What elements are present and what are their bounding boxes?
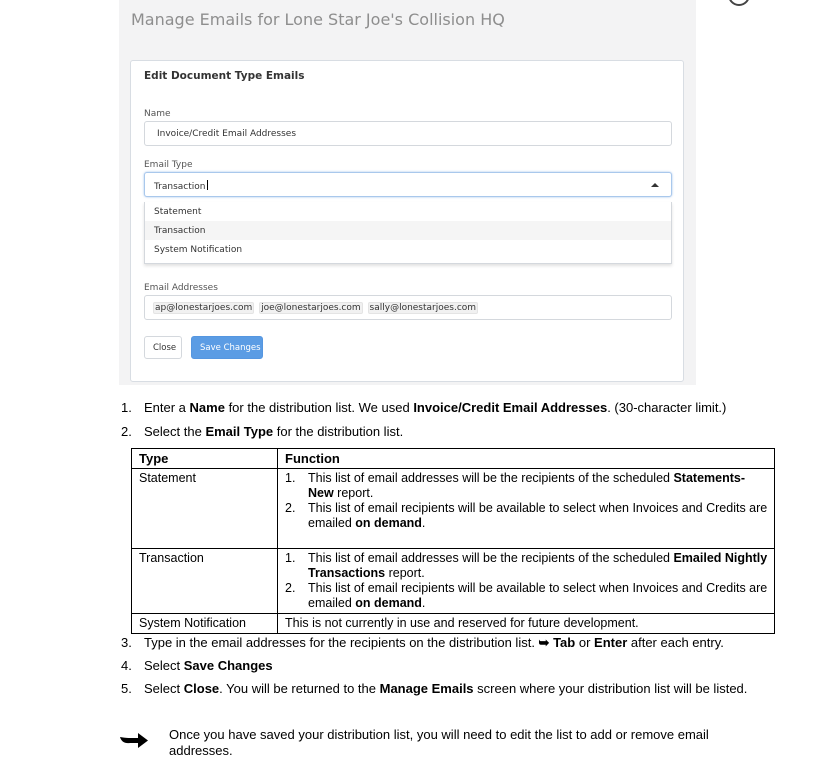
function-item [285, 581, 768, 611]
right-arrow-icon [118, 731, 150, 751]
name-input-value: Invoice/Credit Email Addresses [157, 129, 297, 139]
step-text: . (30-character limit.) [607, 400, 727, 415]
function-text: report. [333, 486, 374, 500]
save-changes-button[interactable]: Save Changes [191, 336, 263, 359]
email-tag[interactable]: sally@lonestarjoes.com [369, 303, 477, 313]
step-2 [121, 424, 403, 439]
function-text: . [421, 516, 426, 530]
step-bold: Invoice/Credit Email Addresses [413, 400, 608, 415]
step-5 [121, 681, 747, 696]
table-row [132, 469, 775, 549]
text-cursor [207, 180, 208, 190]
step-text: Enter a [144, 400, 190, 415]
header-type: Type [132, 449, 278, 469]
name-label: Name [144, 109, 171, 119]
item-number: 1. [285, 551, 296, 565]
email-tag[interactable]: joe@lonestarjoes.com [261, 303, 361, 313]
step-bold: Email Type [205, 424, 274, 439]
step-text: Select the [144, 424, 206, 439]
step-bold: Save Changes [183, 658, 273, 673]
step-bold: Close [183, 681, 220, 696]
function-text: This list of email recipients will be available to select when Invoices and Credits are emailed [308, 501, 768, 530]
function-bold: Statements-New [308, 471, 746, 500]
step-bold: Tab [553, 635, 576, 650]
step-bold: Manage Emails [379, 681, 474, 696]
step-bold: Name [189, 400, 225, 415]
step-number: 5. [121, 681, 132, 696]
function-bold: on demand [355, 516, 422, 530]
option-transaction[interactable]: Transaction [145, 221, 671, 240]
arrow-icon: ➥ [538, 635, 550, 650]
close-button[interactable]: Close [144, 336, 182, 359]
type-system-notification: System Notification [132, 614, 278, 634]
function-text: This list of email addresses will be the recipients of the scheduled [308, 551, 674, 565]
option-system-notification[interactable]: System Notification [154, 245, 243, 255]
function-item [285, 471, 768, 501]
header-function: Function [278, 449, 775, 469]
step-3 [121, 635, 724, 651]
step-number: 2. [121, 424, 132, 439]
item-number: 2. [285, 501, 296, 515]
email-type-label: Email Type [144, 160, 193, 170]
panel-title: Edit Document Type Emails [144, 70, 305, 82]
function-item [285, 501, 768, 531]
item-number: 2. [285, 581, 296, 595]
step-text: after each entry. [627, 635, 724, 650]
step-text: Select [144, 658, 184, 673]
function-transaction [278, 549, 775, 614]
function-statement [278, 469, 775, 549]
email-type-table [131, 448, 775, 634]
step-text: or [575, 635, 595, 650]
function-text: This list of email addresses will be the recipients of the scheduled [308, 471, 674, 485]
caret-up-icon[interactable] [651, 183, 659, 187]
email-type-dropdown [144, 202, 672, 264]
item-number: 1. [285, 471, 296, 485]
step-text: Type in the email addresses for the recipients on the distribution list. [144, 635, 539, 650]
email-type-select-value: Transaction [154, 182, 206, 192]
function-text: This list of email recipients will be available to select when Invoices and Credits are emailed [308, 581, 768, 610]
step-number: 1. [121, 400, 132, 415]
note-text: Once you have saved your distribution list, you will need to edit the list to add or remove email addresses. [169, 727, 709, 758]
circle-icon [728, 0, 750, 6]
table-header-row [132, 449, 775, 469]
step-text: Select [144, 681, 184, 696]
step-1 [121, 400, 726, 415]
step-text: . You will be returned to the [219, 681, 380, 696]
email-type-select[interactable] [144, 172, 672, 197]
page-title: Manage Emails for Lone Star Joe's Collision HQ [131, 10, 505, 29]
function-system-notification: This is not currently in use and reserved for future development. [278, 614, 775, 634]
function-item [285, 551, 768, 581]
function-text: report. [385, 566, 425, 580]
type-statement: Statement [132, 469, 278, 549]
function-bold: on demand [355, 596, 422, 610]
function-text: . [421, 596, 426, 610]
spacer [285, 531, 768, 546]
step-4 [121, 658, 273, 673]
step-text: for the distribution list. [273, 424, 404, 439]
email-tag[interactable]: ap@lonestarjoes.com [155, 303, 253, 313]
option-statement[interactable]: Statement [154, 207, 202, 217]
table-row [132, 614, 775, 634]
step-number: 4. [121, 658, 132, 673]
edit-document-type-emails-panel [130, 60, 684, 382]
step-text: screen where your distribution list will be listed. [473, 681, 748, 696]
step-bold: Enter [594, 635, 628, 650]
name-input[interactable] [144, 121, 672, 146]
email-addresses-label: Email Addresses [144, 283, 218, 293]
step-text: for the distribution list. We used [224, 400, 414, 415]
table-row [132, 549, 775, 614]
step-number: 3. [121, 635, 132, 650]
function-bold: Emailed Nightly Transactions [308, 551, 768, 580]
email-addresses-input[interactable] [144, 295, 672, 320]
type-transaction: Transaction [132, 549, 278, 614]
